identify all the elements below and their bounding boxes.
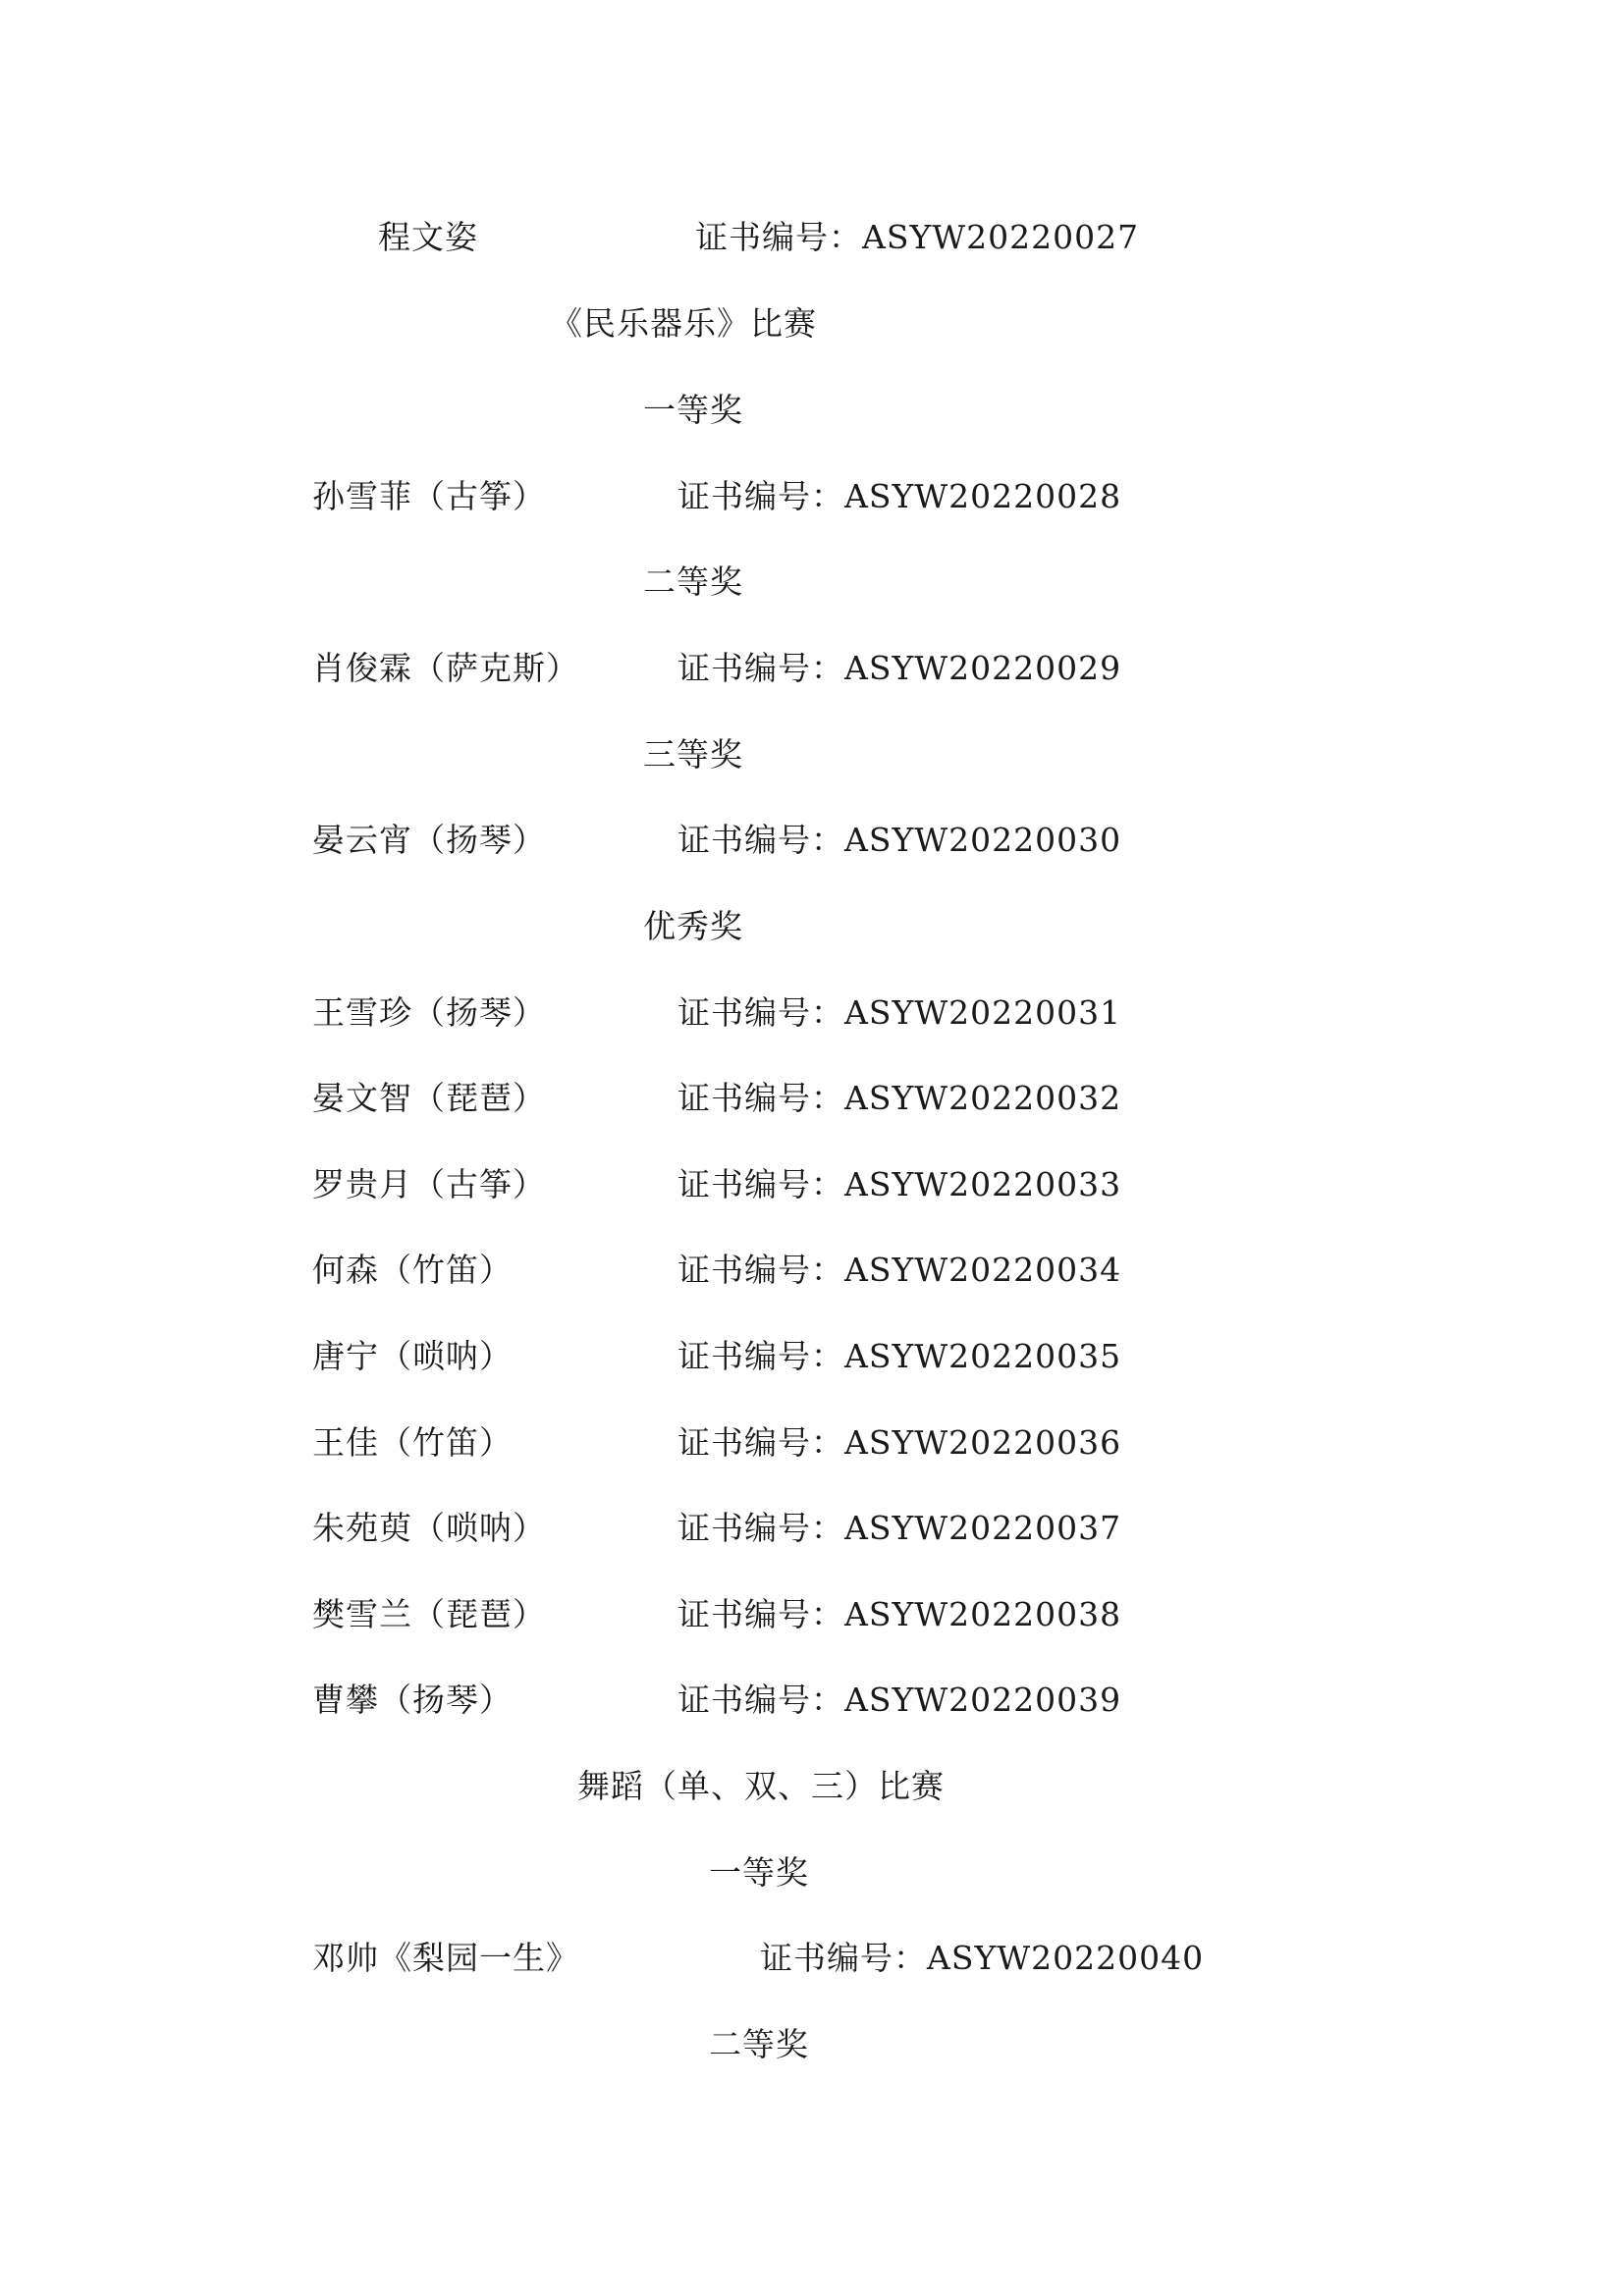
prize-heading-first: 一等奖 [709,1853,809,1892]
entry-name: 曹攀（扬琴） [312,1681,513,1719]
entry-name: 邓帅《梨园一生》 [312,1939,579,1977]
entry-name: 晏云宵（扬琴） [312,821,546,859]
section-title-dance: 舞蹈（单、双、三）比赛 [577,1767,945,1805]
entry-cert: 证书编号：ASYW20220034 [677,1251,1122,1289]
entry-name: 何森（竹笛） [312,1251,513,1289]
entry-cert: 证书编号：ASYW20220032 [677,1079,1122,1117]
entry-name: 孙雪菲（古筝） [312,477,546,515]
prize-heading-merit: 优秀奖 [643,907,743,945]
entry-name: 肖俊霖（萨克斯） [312,649,579,687]
entry-cert: 证书编号：ASYW20220030 [677,821,1122,859]
entry-name: 王雪珍（扬琴） [312,993,546,1032]
entry-cert: 证书编号：ASYW20220037 [677,1509,1122,1547]
entry-cert: 证书编号：ASYW20220028 [677,477,1122,515]
entry-name: 樊雪兰（琵琶） [312,1595,546,1633]
entry-cert: 证书编号：ASYW20220035 [677,1337,1122,1375]
entry-name: 程文姿 [378,218,478,256]
section-title-folk: 《民乐器乐》比赛 [550,304,817,343]
entry-cert: 证书编号：ASYW20220039 [677,1681,1122,1719]
entry-name: 唐宁（唢呐） [312,1337,513,1375]
prize-heading-third: 三等奖 [643,735,743,774]
entry-cert: 证书编号：ASYW20220031 [677,993,1122,1032]
entry-name: 王佳（竹笛） [312,1423,513,1462]
entry-cert: 证书编号：ASYW20220029 [677,649,1122,687]
entry-name: 晏文智（琵琶） [312,1079,546,1117]
entry-cert: 证书编号：ASYW20220040 [760,1939,1205,1977]
entry-cert: 证书编号：ASYW20220027 [695,218,1140,256]
entry-name: 朱苑萸（唢呐） [312,1509,546,1547]
entry-cert: 证书编号：ASYW20220036 [677,1423,1122,1462]
prize-heading-first: 一等奖 [643,391,743,429]
prize-heading-second: 二等奖 [709,2025,809,2063]
entry-cert: 证书编号：ASYW20220033 [677,1165,1122,1203]
prize-heading-second: 二等奖 [643,562,743,601]
entry-cert: 证书编号：ASYW20220038 [677,1595,1122,1633]
entry-name: 罗贵月（古筝） [312,1165,546,1203]
